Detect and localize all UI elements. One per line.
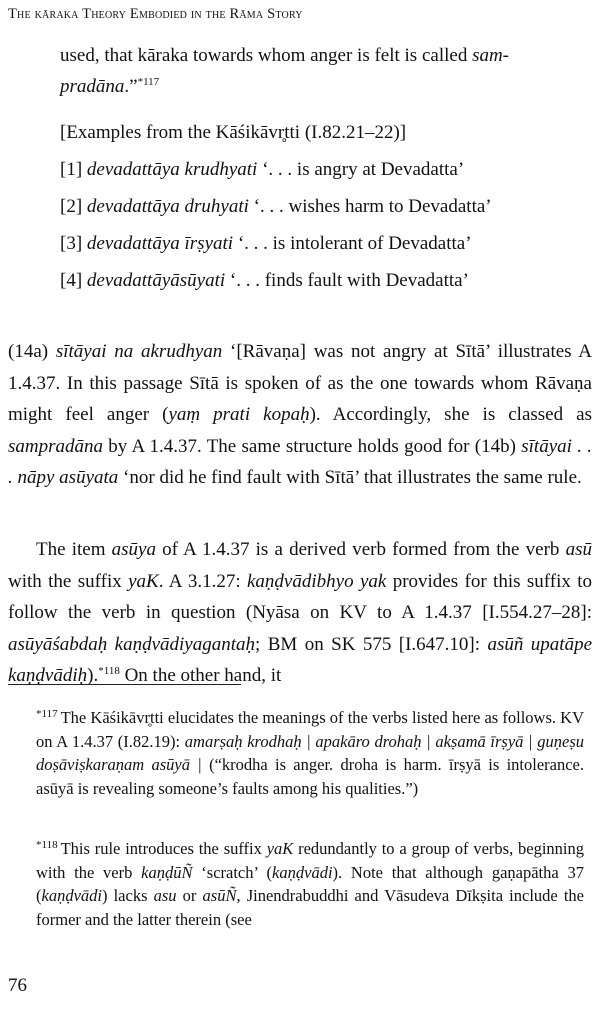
footnote-separator bbox=[8, 684, 241, 685]
footnote-mark: *118 bbox=[36, 839, 58, 851]
footnote-ref-118[interactable]: *118 bbox=[98, 665, 120, 677]
page-number: 76 bbox=[8, 975, 27, 996]
examples-heading: [Examples from the Kāśikāvr̥tti (I.82.21–22)] bbox=[60, 122, 407, 143]
footnote-mark: *117 bbox=[36, 708, 58, 720]
example-item: [1] devadattāya krudhyati ‘. . . is angry at Devadatta’ bbox=[60, 159, 465, 180]
body-paragraph-2: The item asūya of A 1.4.37 is a derived verb formed from the verb asū with the suffix yaK. A 3.1.27: kaṇḍvādibhyo yak provides for this suffix to follow the verb in question (Nyāsa on KV to A 1.4.37 [I.554.27–28]: asūyāśabdaḥ kaṇḍvādiyagantaḥ; BM on SK 575 [I.647.10]: asūñ upatāpe kaṇḍvādiḥ).$^{*118}$ On the other hand, it bbox=[8, 539, 593, 686]
running-header: The kāraka Theory Embodied in the Rāma Story bbox=[8, 6, 303, 22]
footnote-117: $^{*117}$ The Kāśikāvr̥tti elucidates the meanings of the verbs listed here as follows. KV on A 1.4.37 (I.82.19): amarṣaḥ krodhaḥ | apakāro drohaḥ | akṣamā īrṣyā | guṇeṣu doṣāviṣkaraṇam asūyā | (“krodha is anger. droha is harm. īrṣyā is intolerance. asūyā is revealing someone’s faults among his qualities.”) bbox=[36, 708, 584, 798]
footnote-118: $^{*118}$ This rule introduces the suffix yaK redundantly to a group of verbs, beginning with the verb kaṇḍūÑ ‘scratch’ (kaṇḍvādi). Note that although gaṇapātha 37 (kaṇḍvādi) lacks asu or asūÑ, Jinendrabuddhi and Vāsudeva Dīkṣita include the former and the latter therein (see bbox=[36, 839, 584, 929]
example-item: [4] devadattāyāsūyati ‘. . . finds fault with Devadatta’ bbox=[60, 270, 469, 291]
example-item: [3] devadattāya īrṣyati ‘. . . is intolerant of Devadatta’ bbox=[60, 233, 472, 254]
example-item: [2] devadattāya druhyati ‘. . . wishes harm to Devadatta’ bbox=[60, 196, 492, 217]
footnote-ref-117[interactable]: *117 bbox=[137, 76, 160, 88]
examples-block bbox=[60, 114, 585, 299]
quote-continuation: used, that kāraka towards whom anger is felt is called sam- pradāna.”$^{*117}$ bbox=[60, 45, 510, 97]
body-paragraph-1: (14a) sītāyai na akrudhyan ‘[Rāvaṇa] was not angry at Sītā’ illustrates A 1.4.37. In this passage Sītā is spoken of as the one towards whom Rāvaṇa might feel anger (yaṃ prati kopaḥ). Accordingly, she is classed as sampradāna by A 1.4.37. The same structure holds good for (14b) sītāyai . . . nāpy asūyata ‘nor did he find fault with Sītā’ that illustrates the same rule. bbox=[8, 341, 592, 488]
